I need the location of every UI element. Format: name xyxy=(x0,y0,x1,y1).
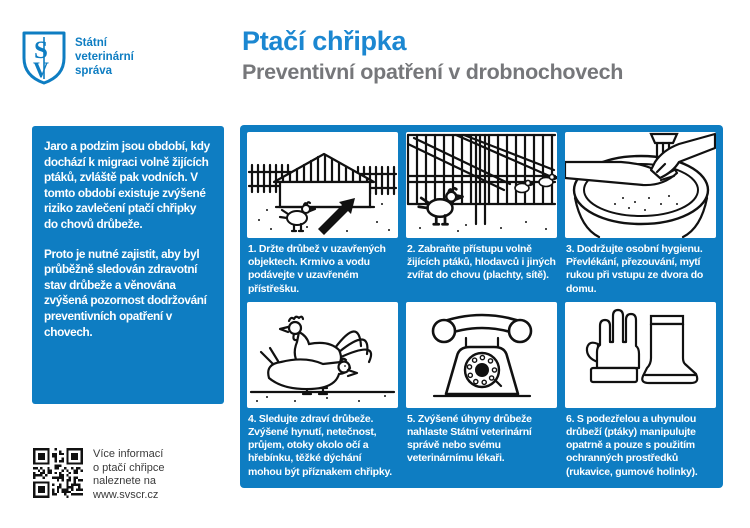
more-info-line: naleznete na xyxy=(93,475,156,488)
hand-washing-illustration xyxy=(565,132,716,238)
fence-barrier-icon xyxy=(406,132,557,238)
rooster-and-hen-illustration xyxy=(247,302,398,408)
measure-caption: 6. S podezřelou a uhynulou drůbeží (ptáky) manipulujte opatrně a pouze s použitím ochranných prostředků (rukavice, gumové holinky). xyxy=(566,412,698,478)
glove-and-boot-illustration xyxy=(565,302,716,408)
measure-caption: 4. Sledujte zdraví drůbeže. Zvýšené hynutí, netečnost, průjem, otoky okolo očí a hřebínku, těžké dýchání mohou být příznakem chřipky. xyxy=(248,412,392,478)
poultry-coop-illustration xyxy=(247,132,398,238)
org-name-line: správa xyxy=(75,65,113,77)
more-info-text xyxy=(93,447,165,502)
org-name-line: veterinární xyxy=(75,51,134,63)
intro-paragraph: Jaro a podzim jsou období, kdy dochází k migraci volně žijících ptáků, zvláště pak vodních. V tomto období existuje zvýšené riziko zavlečení ptačí chřipky do chovů drůbeže. xyxy=(44,139,210,231)
svg-text:S: S xyxy=(34,37,48,64)
fence-barrier-illustration xyxy=(406,132,557,238)
shield-icon xyxy=(21,30,67,86)
telephone-illustration xyxy=(406,302,557,408)
measure-caption: 5. Zvýšené úhyny drůbeže nahlaste Státní veterinární správě nebo svému veterinárnímu lékaři. xyxy=(407,412,532,465)
org-name-line: Státní xyxy=(75,37,107,49)
website-url: www.svscr.cz xyxy=(93,488,159,501)
measure-5 xyxy=(406,302,557,479)
more-info-line: Více informací xyxy=(93,448,164,460)
glove-and-boot-icon xyxy=(565,302,716,408)
qr-code-svg xyxy=(33,447,83,499)
measure-3 xyxy=(565,132,716,296)
measure-6 xyxy=(565,302,716,479)
page-title: Ptačí chřipka xyxy=(242,26,407,56)
state-veterinary-administration-logo xyxy=(21,30,67,86)
measure-4 xyxy=(247,302,398,479)
measure-caption: 1. Držte drůbež v uzavřených objektech. Krmivo a vodu podávejte v uzavřeném přístřešku. xyxy=(248,243,386,295)
svg-text:V: V xyxy=(33,57,49,82)
hand-washing-icon xyxy=(565,132,716,238)
measure-caption: 3. Dodržujte osobní hygienu. Převlékání, přezouvání, mytí rukou při vstupu ze dvora do domu. xyxy=(566,243,704,295)
poultry-coop-icon xyxy=(247,132,398,238)
measure-caption: 2. Zabraňte přístupu volně žijících ptáků, hlodavců i jiných zvířat do chovu (plachty, sítě). xyxy=(407,243,556,282)
measure-2 xyxy=(406,132,557,296)
measure-1 xyxy=(247,132,398,296)
page-subtitle: Preventivní opatření v drobnochovech xyxy=(242,60,624,84)
intro-paragraph: Proto je nutné zajistit, aby byl průběžně sledován zdravotní stav drůbeže a věnována zvýšená pozornost dodržování preventivních opatření v chovech. xyxy=(44,246,207,339)
rooster-and-hen-icon xyxy=(247,302,398,408)
measures-grid xyxy=(240,125,723,488)
qr-code xyxy=(33,447,83,499)
more-info-section xyxy=(33,447,165,502)
org-name xyxy=(75,36,134,78)
intro-text-box xyxy=(32,126,224,404)
header xyxy=(242,26,732,84)
more-info-line: o ptačí chřipce xyxy=(93,461,165,474)
telephone-icon xyxy=(406,302,557,408)
